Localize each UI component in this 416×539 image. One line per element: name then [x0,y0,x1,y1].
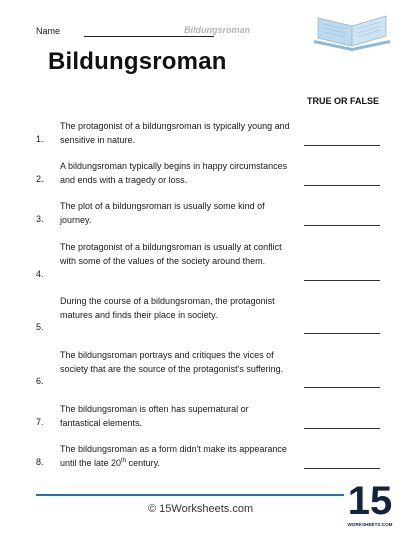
answer-line[interactable] [304,333,380,334]
question-text: The bildungsroman portrays and critiques the vices of society that are the source of the protagonist's suffering. [60,350,284,374]
answer-line[interactable] [304,185,380,186]
footer-divider [36,494,344,496]
question-number: 2. [36,174,44,184]
book-icon [312,10,392,52]
true-false-header: TRUE OR FALSE [307,96,380,106]
worksheet-subtitle: Bildungsroman [184,25,251,35]
answer-line[interactable] [304,468,380,469]
superscript: th [121,458,127,464]
logo-text: WORKSHEETS.COM [347,522,393,527]
name-label: Name [36,26,61,36]
question-text: The bildungsroman is often has supernatural or fantastical elements. [60,404,249,428]
question-text [60,442,290,470]
question-text: During the course of a bildungsroman, the protagonist matures and finds their place in society. [60,296,275,320]
answer-line[interactable] [304,428,380,429]
page-title: Bildungsroman [48,48,227,75]
question-number: 6. [36,376,44,386]
name-line[interactable] [84,36,214,37]
answer-line[interactable] [304,280,380,281]
question-text: A bildungsroman typically begins in happy circumstances and ends with a tragedy or loss. [60,161,288,185]
answer-line[interactable] [304,145,380,146]
question-number: 3. [36,214,44,224]
footer-copyright[interactable]: © 15Worksheets.com [148,503,254,515]
question-number: 4. [36,269,44,279]
question-text: The protagonist of a bildungsroman is usually at conflict with some of the values of the society around them. [60,242,282,266]
question-number: 1. [36,134,44,144]
logo-number: 15 [347,479,393,523]
question-text-main: The bildungsroman as a form didn't make its appearance until the late 20 [60,444,287,468]
answer-line[interactable] [304,387,380,388]
question-number: 8. [36,457,44,467]
question-text: The plot of a bildungsroman is usually some kind of journey. [60,201,265,225]
question-number: 7. [36,417,44,427]
worksheets-logo [347,472,393,532]
answer-line[interactable] [304,225,380,226]
question-text: The protagonist of a bildungsroman is typically young and sensitive in nature. [60,121,290,145]
question-text-end: century. [126,458,160,468]
question-number: 5. [36,322,44,332]
